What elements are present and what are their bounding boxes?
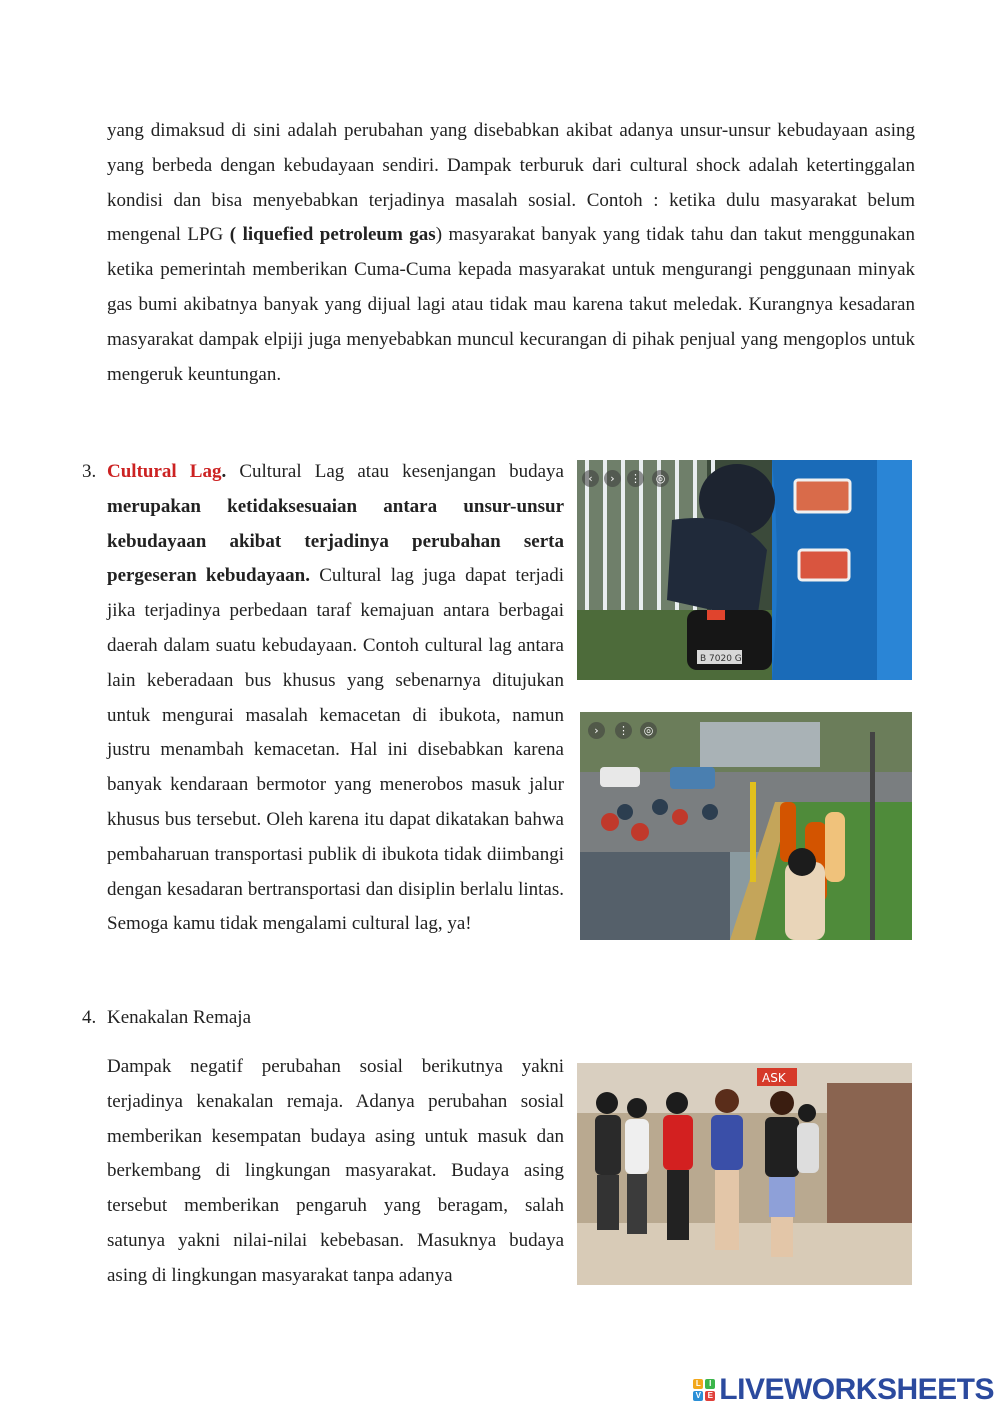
- photo-motorbike-busway: [577, 460, 912, 680]
- logo-letter-e: E: [705, 1391, 715, 1401]
- item-3-text2: Cultural lag juga dapat terjadi jika terjadinya perbedaan taraf kemajuan antara berbagai daerah dalam suatu kebudayaan. Contoh cultural lag antara lain keberadaan bus khusus yang sebenarnya ditujukan untuk mengurai masalah kemacetan di ibukota, namun justru menambah kemacetan. Hal ini disebabkan karena banyak kendaraan bermotor yang menerobos masuk jalur khusus bus tersebut. Oleh karena itu dapat dikatakan bahwa pembaharuan transportasi publik di ibukota tidak diimbangi dengan kesadaran bertransportasi dan disiplin berlalu lintas. Semoga kamu tidak mengalami cultural lag, ya!: [107, 565, 564, 935]
- more-icon: ⋮: [627, 470, 644, 487]
- liveworksheets-logo-icon: [693, 1379, 715, 1401]
- intro-text-part1: yang dimaksud di sini adalah perubahan yang disebabkan akibat adanya unsur-unsur kebudayaan asing yang berbeda dengan kebudayaan sendiri. Dampak terburuk dari cultural shock adalah ketertinggalan kondisi dan bisa menyebabkan terjadinya masalah sosial. Contoh : ketika dulu masyarakat belum mengenal LPG: [107, 120, 915, 246]
- prev-icon: ‹: [582, 470, 599, 487]
- item-3-paragraph: [107, 455, 564, 942]
- more-icon-2: ⋮: [615, 722, 632, 739]
- item-3-title-period: .: [221, 461, 227, 482]
- lens-icon-2: ◎: [640, 722, 657, 739]
- liveworksheets-watermark: [693, 1373, 994, 1407]
- bus-plate-text: B 7020 G: [700, 654, 742, 664]
- lens-icon: ◎: [652, 470, 669, 487]
- intro-text-part2: ) masyarakat banyak yang tidak tahu dan takut menggunakan ketika pemerintah memberikan Cuma-Cuma kepada masyarakat untuk mengurangi penggunaan minyak gas bumi akibatnya banyak yang dijual lagi atau tidak mau karena takut meledak. Kurangnya kesadaran masyarakat dampak elpiji juga menyebabkan muncul kecurangan di pihak penjual yang mengoplos untuk mengeruk keuntungan.: [107, 224, 915, 385]
- intro-bold-lpg: ( liquefied petroleum gas: [229, 224, 436, 246]
- logo-letter-i: I: [705, 1379, 715, 1389]
- item-4-paragraph: [107, 1050, 564, 1294]
- item-4-text: Dampak negatif perubahan sosial berikutnya yakni terjadinya kenakalan remaja. Adanya perubahan sosial memberikan kesempatan budaya asing untuk masuk dan berkembang di lingkungan masyarakat. Budaya asing tersebut memberikan pengaruh yang beragam, salah satunya yakni nilai-nilai kebebasan. Masuknya budaya asing di lingkungan masyarakat tanpa adanya: [107, 1056, 564, 1286]
- next-icon: ›: [604, 470, 621, 487]
- item-3-text1: Cultural Lag atau kesenjangan budaya: [226, 461, 564, 482]
- next-icon-2: ›: [588, 722, 605, 739]
- watermark-text: LIVEWORKSHEETS: [719, 1373, 994, 1406]
- logo-letter-l: L: [693, 1379, 703, 1389]
- photo-teenagers-mall: [577, 1063, 912, 1285]
- item-4-title: Kenakalan Remaja: [107, 1007, 252, 1028]
- logo-letter-v: V: [693, 1391, 703, 1401]
- item-3-title: Cultural Lag: [107, 461, 222, 482]
- item-3-number: 3.: [82, 461, 97, 482]
- mall-sign-text: ASK: [762, 1071, 786, 1085]
- item-4-number: 4.: [82, 1007, 97, 1028]
- photo-crowd-street: [580, 712, 912, 940]
- intro-paragraph: [107, 114, 915, 392]
- item-3-bold-definition: merupakan ketidaksesuaian antara unsur-unsur kebudayaan akibat terjadinya perubahan serta pergeseran kebudayaan.: [107, 495, 564, 587]
